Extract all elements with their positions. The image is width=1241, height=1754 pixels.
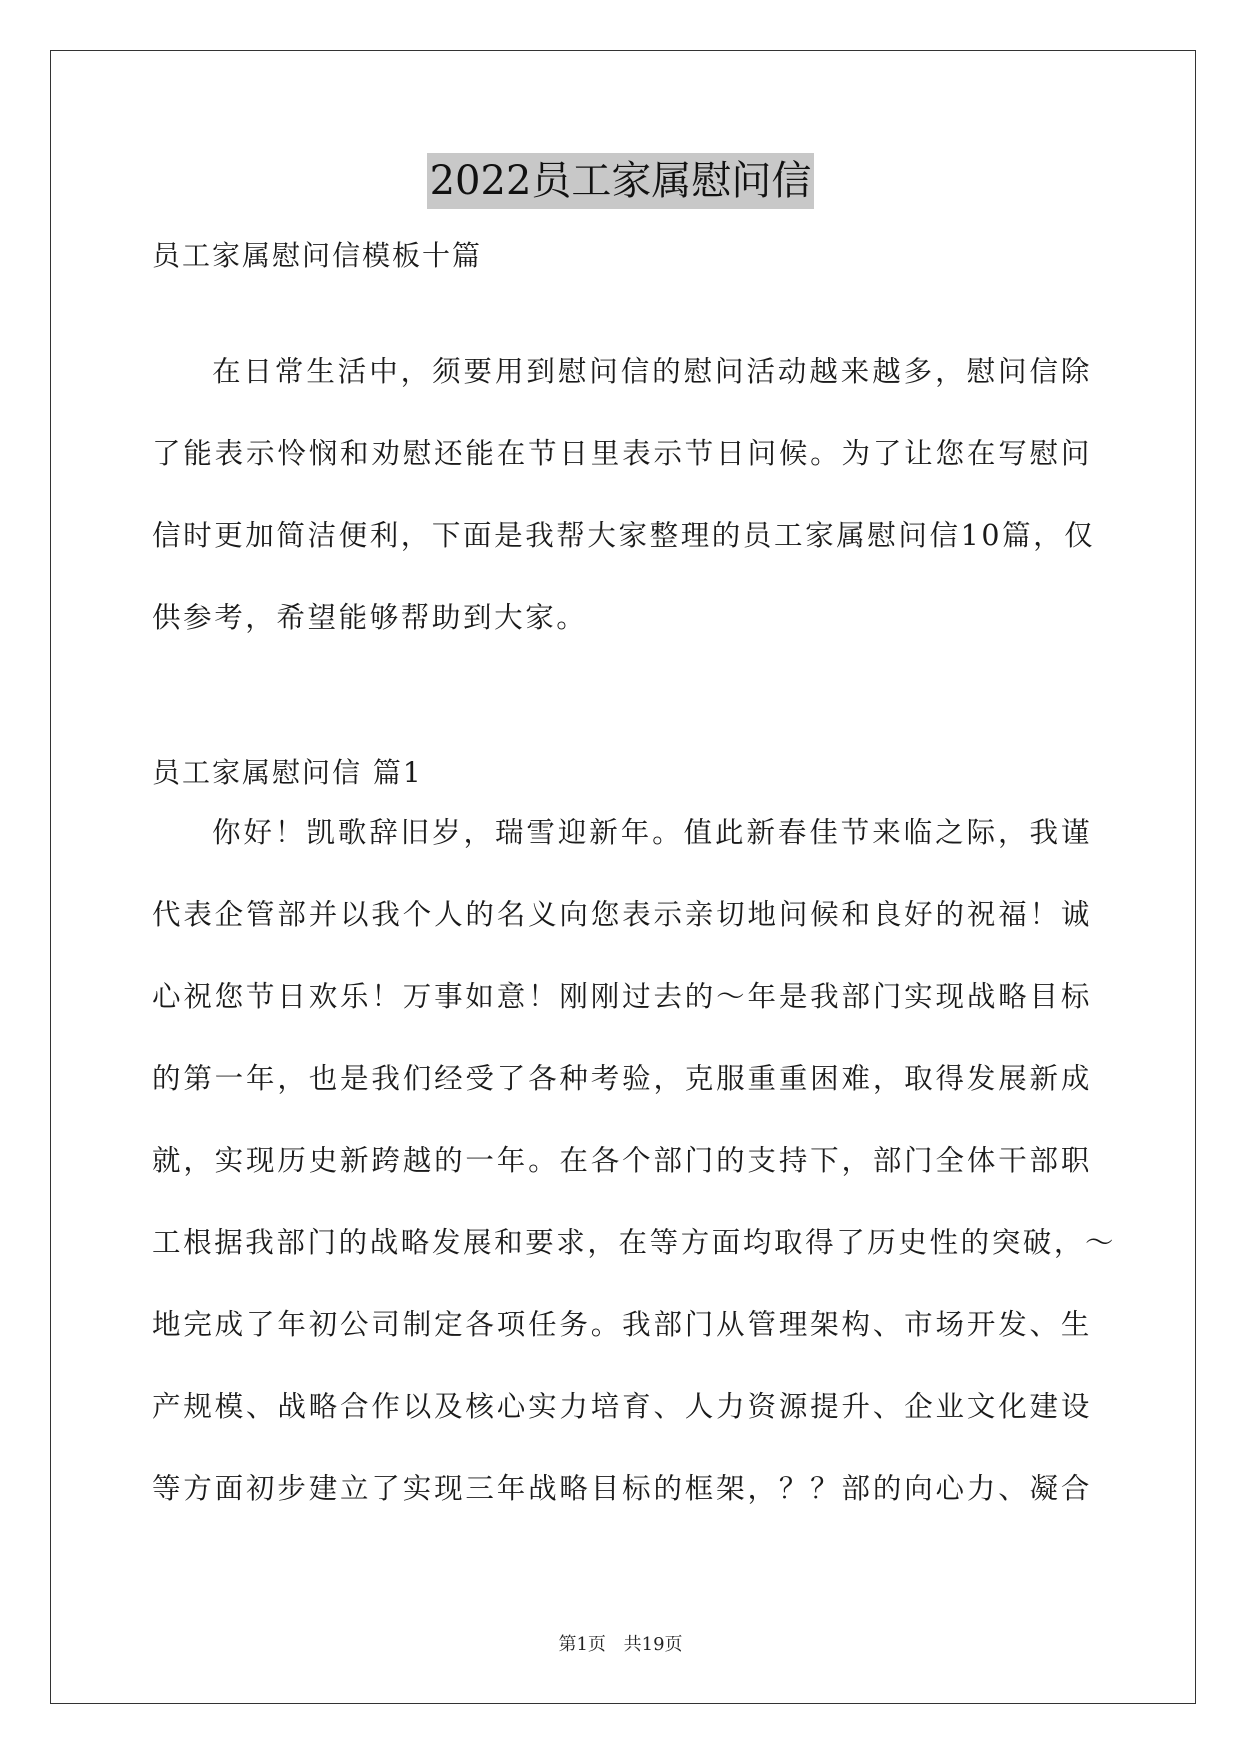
page-number: 第1页 (558, 1634, 606, 1655)
page-footer (0, 1633, 1241, 1657)
body-line: 就，实现历史新跨越的一年。在各个部门的支持下，部门全体干部职 (152, 1144, 1092, 1177)
body-line: 产规模、战略合作以及核心实力培育、人力资源提升、企业文化建设 (152, 1390, 1092, 1423)
intro-paragraph (152, 331, 1096, 659)
page-total: 共19页 (623, 1634, 683, 1655)
body-line: 工根据我部门的战略发展和要求，在等方面均取得了历史性的突破，～ (152, 1226, 1117, 1259)
body-line: 你好！凯歌辞旧岁，瑞雪迎新年。值此新春佳节来临之际，我谨 (212, 816, 1092, 849)
document-title: 2022员工家属慰问信 (427, 153, 815, 209)
body-paragraph (152, 792, 1117, 1530)
intro-line: 信时更加简洁便利，下面是我帮大家整理的员工家属慰问信10篇，仅 (152, 519, 1096, 552)
document-subtitle: 员工家属慰问信模板十篇 (152, 239, 483, 272)
section-heading: 员工家属慰问信 篇1 (152, 756, 423, 789)
intro-line: 在日常生活中，须要用到慰问信的慰问活动越来越多，慰问信除 (212, 355, 1092, 388)
body-line: 代表企管部并以我个人的名义向您表示亲切地问候和良好的祝福！诚 (152, 898, 1092, 931)
body-line: 地完成了年初公司制定各项任务。我部门从管理架构、市场开发、生 (152, 1308, 1092, 1341)
title-container (0, 153, 1241, 209)
intro-line: 供参考，希望能够帮助到大家。 (152, 601, 588, 634)
intro-line: 了能表示怜悯和劝慰还能在节日里表示节日问候。为了让您在写慰问 (152, 437, 1092, 470)
body-line: 等方面初步建立了实现三年战略目标的框架，？？部的向心力、凝合 (152, 1472, 1092, 1505)
body-line: 的第一年，也是我们经受了各种考验，克服重重困难，取得发展新成 (152, 1062, 1092, 1095)
body-line: 心祝您节日欢乐！万事如意！刚刚过去的～年是我部门实现战略目标 (152, 980, 1092, 1013)
